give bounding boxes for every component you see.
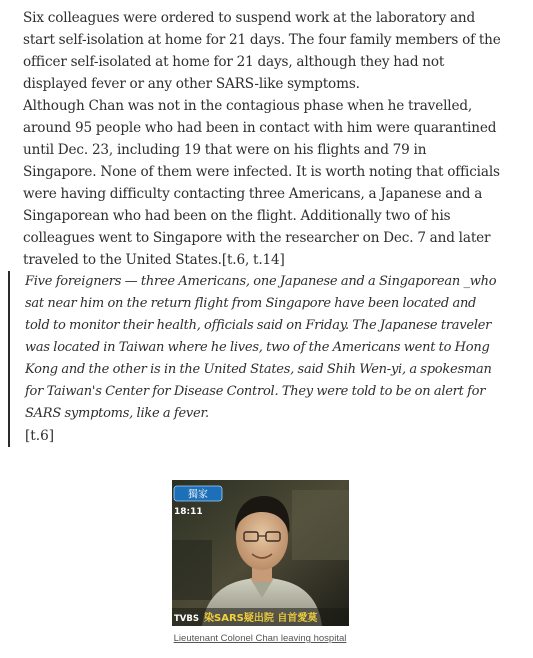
blockquote [8, 271, 503, 447]
photo-overlay-banner: 染SARS疑出院 自首愛莫 [204, 613, 318, 624]
news-photo-image [172, 480, 349, 626]
figure-caption[interactable]: Lieutenant Colonel Chan leaving hospital [173, 633, 347, 644]
article-body [23, 7, 503, 271]
photo-overlay-time: 18:11 [174, 507, 203, 517]
news-photo [172, 480, 349, 626]
quote-text: Five foreigners — three Americans, one Japanese and a Singaporean _who sat near him on the return flight from Singapore have been located and told to monitor their health, officials said on Friday. The Japanese traveler was located in Taiwan where he lives, two of the Americans went to Hong Kong and the other is in the United States, said Shih Wen-yi, a spokesman for Taiwan's Center for Disease Control. They were told to be on alert for SARS symptoms, like a fever. [25, 274, 497, 421]
quote-citation: [t.6] [25, 428, 55, 444]
article-paragraph: Six colleagues were ordered to suspend work at the laboratory and start self-isolation at home for 21 days. The four family members of the officer self-isolated at home for 21 days, although they had not displayed fever or any other SARS-like symptoms. [23, 10, 501, 92]
news-photo-figure [172, 480, 349, 626]
article-paragraph: Although Chan was not in the contagious phase when he travelled, around 95 people who had been in contact with him were quarantined until Dec. 23, including 19 that were on his flights and 79 in Singapore. None of them were infected. It is worth noting that officials were having difficulty contacting three Americans, a Japanese and a Singaporean who had been on the flight. Additionally two of his colleagues went to Singapore with the researcher on Dec. 7 and later traveled to the United States.[t.6, t.14] [23, 98, 500, 268]
photo-overlay-badge: 獨家 [188, 489, 208, 501]
photo-overlay-logo: TVBS [174, 614, 199, 624]
